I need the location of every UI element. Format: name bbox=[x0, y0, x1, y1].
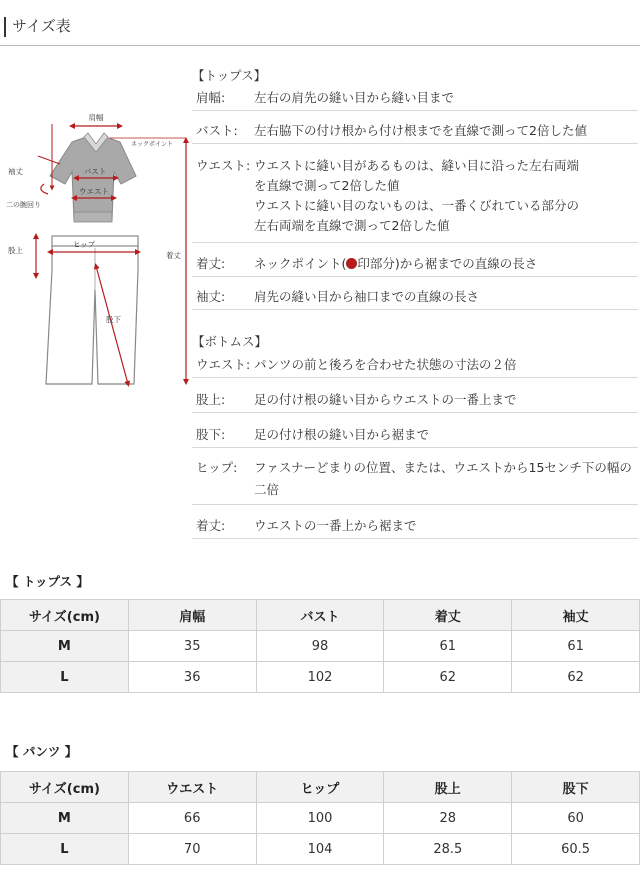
table-cell: 28.5 bbox=[384, 834, 512, 865]
table-row bbox=[1, 834, 640, 865]
table-row bbox=[1, 662, 640, 693]
divider bbox=[192, 143, 638, 144]
table-cell: 60.5 bbox=[512, 834, 640, 865]
size-cell: L bbox=[1, 834, 129, 865]
table-cell: 35 bbox=[128, 631, 256, 662]
column-header: サイズ(cm) bbox=[1, 600, 129, 631]
guide-text: ウエストに縫い目があるものは、縫い目に沿った左右両端 bbox=[254, 158, 580, 173]
guide-label: ウエスト: bbox=[196, 158, 251, 173]
diagram-label-waist: ウエスト bbox=[79, 187, 109, 196]
table-cell: 60 bbox=[512, 803, 640, 834]
guide-text: 左右の肩先の縫い目から縫い目まで bbox=[254, 90, 455, 105]
guide-label: 股上: bbox=[196, 392, 226, 407]
table-cell: 36 bbox=[128, 662, 256, 693]
column-header: 肩幅 bbox=[128, 600, 256, 631]
guide-label: ヒップ: bbox=[196, 460, 238, 475]
diagram-label-kata-haba: 肩幅 bbox=[88, 113, 104, 122]
table-cell: 28 bbox=[384, 803, 512, 834]
table-row bbox=[1, 631, 640, 662]
guide-label: 袖丈: bbox=[196, 289, 226, 304]
divider bbox=[192, 276, 638, 277]
table-cell: 62 bbox=[384, 662, 512, 693]
guide-text: を直線で測って2倍した値 bbox=[254, 178, 400, 193]
guide-label: バスト: bbox=[196, 123, 238, 138]
measurement-diagram bbox=[0, 100, 192, 400]
title-bar-accent bbox=[4, 17, 6, 37]
guide-label: ウエスト: bbox=[196, 357, 251, 372]
size-cell: M bbox=[1, 803, 129, 834]
table-header-row bbox=[1, 600, 640, 631]
diagram-label-sode-mawari: 二の腕回り bbox=[6, 202, 41, 209]
header-divider bbox=[0, 45, 640, 46]
column-header: ヒップ bbox=[256, 772, 384, 803]
diagram-label-bust: バスト bbox=[83, 167, 107, 176]
diagram-label-sode-take: 袖丈 bbox=[8, 167, 23, 176]
table-cell: 61 bbox=[384, 631, 512, 662]
divider bbox=[192, 309, 638, 310]
guide-label: 股下: bbox=[196, 427, 226, 442]
pants-table-heading: 【 パンツ 】 bbox=[6, 744, 78, 759]
table-cell: 104 bbox=[256, 834, 384, 865]
size-cell: M bbox=[1, 631, 129, 662]
guide-label: 着丈: bbox=[196, 256, 226, 271]
guide-text-pre: ネックポイント( bbox=[254, 256, 347, 271]
guide-label: 着丈: bbox=[196, 518, 226, 533]
guide-text: ファスナーどまりの位置、または、ウエストから15センチ下の幅の bbox=[254, 460, 632, 475]
table-cell: 102 bbox=[256, 662, 384, 693]
table-cell: 98 bbox=[256, 631, 384, 662]
shirt-waistband-icon bbox=[74, 212, 112, 222]
divider bbox=[192, 110, 638, 111]
pants-outline-icon bbox=[46, 245, 138, 384]
page-header bbox=[0, 0, 640, 46]
guide-text: 左右両端を直線で測って2倍した値 bbox=[254, 218, 450, 233]
column-header: 股上 bbox=[384, 772, 512, 803]
divider bbox=[192, 447, 638, 448]
table-row bbox=[1, 803, 640, 834]
guide-text: 肩先の縫い目から袖口までの直線の長さ bbox=[254, 289, 480, 304]
table-cell: 66 bbox=[128, 803, 256, 834]
guide-text bbox=[254, 254, 537, 273]
table-cell: 61 bbox=[512, 631, 640, 662]
divider bbox=[192, 242, 638, 243]
pants-size-table bbox=[0, 771, 640, 865]
diagram-label-kitake: 着丈 bbox=[166, 251, 181, 260]
diagram-label-neck-point: ネックポイント bbox=[130, 142, 174, 148]
divider bbox=[192, 504, 638, 505]
column-header: サイズ(cm) bbox=[1, 772, 129, 803]
guide-text: 足の付け根の縫い目から裾まで bbox=[254, 427, 430, 442]
column-header: 袖丈 bbox=[512, 600, 640, 631]
guide-text: 二倍 bbox=[254, 482, 280, 497]
diagram-label-mata-shita: 股下 bbox=[106, 315, 121, 324]
guide-label: 肩幅: bbox=[196, 90, 226, 105]
guide-text: 左右脇下の付け根から付け根までを直線で測って2倍した値 bbox=[254, 123, 587, 138]
divider bbox=[192, 377, 638, 378]
guide-text: パンツの前と後ろを合わせた状態の寸法の２倍 bbox=[254, 357, 517, 372]
table-cell: 100 bbox=[256, 803, 384, 834]
bottoms-guide-heading: 【ボトムス】 bbox=[192, 334, 268, 349]
diagram-label-mata-gami: 股上 bbox=[8, 246, 23, 255]
column-header: バスト bbox=[256, 600, 384, 631]
page-title: サイズ表 bbox=[12, 17, 71, 35]
guide-text: 足の付け根の縫い目からウエストの一番上まで bbox=[254, 392, 517, 407]
guide-text: ウエストの一番上から裾まで bbox=[254, 518, 417, 533]
neck-point-dot-icon bbox=[346, 258, 357, 269]
table-header-row bbox=[1, 772, 640, 803]
guide-text-post: 印部分)から裾までの直線の長さ bbox=[357, 256, 538, 271]
diagram-label-hip: ヒップ bbox=[72, 240, 96, 249]
guide-text: ウエストに縫い目のないものは、一番くびれている部分の bbox=[254, 198, 580, 213]
column-header: 着丈 bbox=[384, 600, 512, 631]
column-header: 股下 bbox=[512, 772, 640, 803]
size-cell: L bbox=[1, 662, 129, 693]
tops-table-heading: 【 トップス 】 bbox=[6, 574, 89, 589]
table-cell: 70 bbox=[128, 834, 256, 865]
tops-guide-heading: 【トップス】 bbox=[192, 68, 267, 83]
divider bbox=[192, 538, 638, 539]
divider bbox=[192, 412, 638, 413]
tops-size-table bbox=[0, 599, 640, 693]
column-header: ウエスト bbox=[128, 772, 256, 803]
table-cell: 62 bbox=[512, 662, 640, 693]
